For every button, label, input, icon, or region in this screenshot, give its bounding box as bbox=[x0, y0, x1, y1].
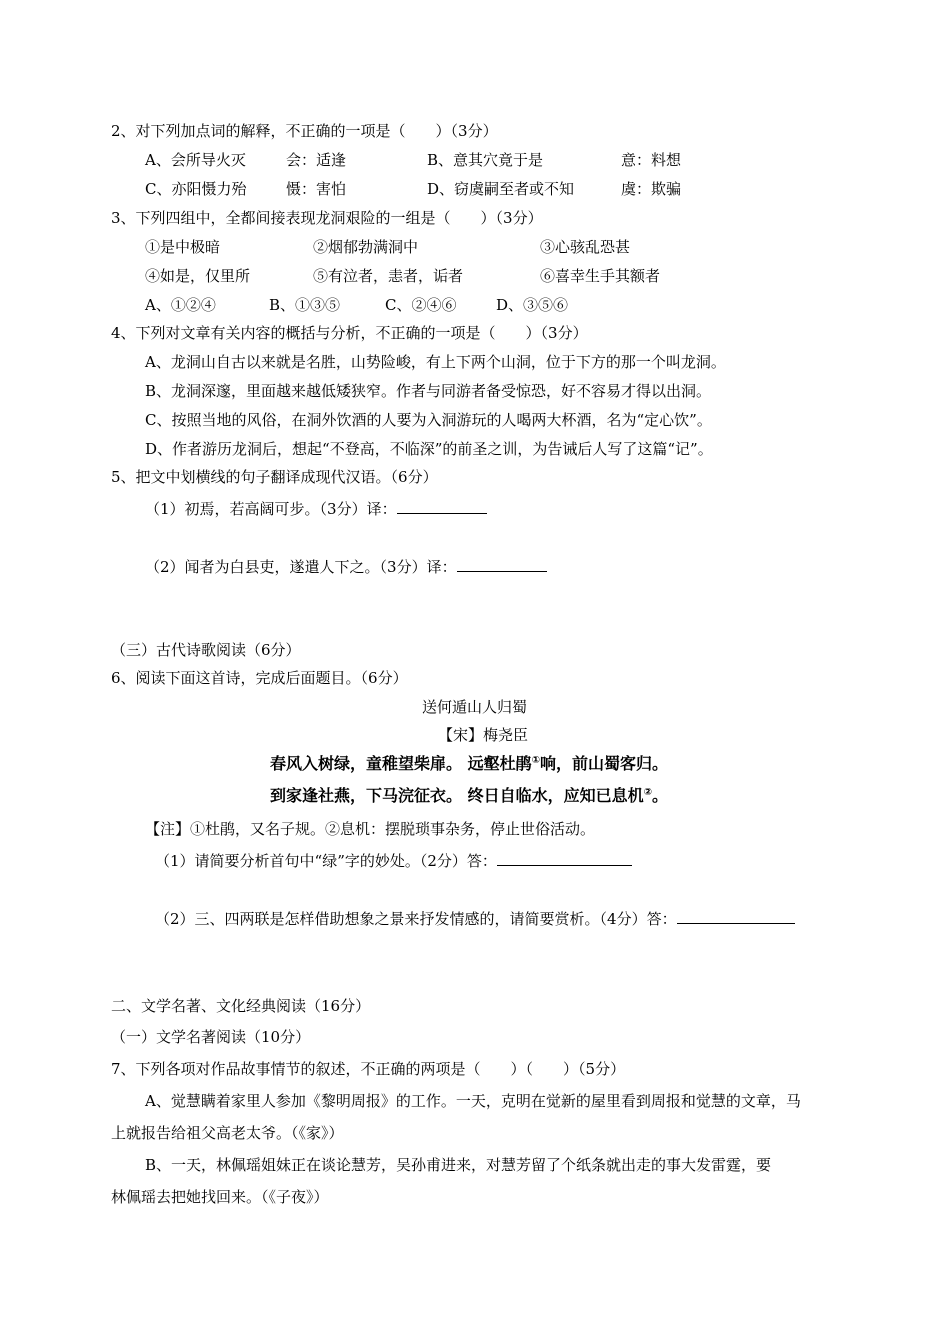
q3-item-1: ①是中极暗 bbox=[145, 238, 221, 256]
q6-answer-1-blank[interactable] bbox=[497, 851, 632, 866]
q5-stem: 5、把文中划横线的句子翻译成现代汉语。（6分） bbox=[111, 468, 438, 486]
q2-option-d: D、窃虞嗣至者或不知 bbox=[427, 180, 575, 198]
q5-sentence-1 bbox=[145, 499, 487, 517]
poem-line-1 bbox=[270, 756, 668, 772]
q5-sentence-2 bbox=[145, 557, 547, 575]
q3-choice-b: B、①③⑤ bbox=[269, 296, 341, 314]
poem-author: 【宋】梅尧臣 bbox=[438, 726, 529, 744]
subsection-1-title: （一）文学名著阅读（10分） bbox=[111, 1028, 311, 1046]
q3-item-2: ②烟郁勃满洞中 bbox=[313, 238, 419, 256]
poem-line-1a: 春风入树绿，童稚望柴扉。 远壑杜鹃 bbox=[270, 754, 532, 773]
part-2-title: 二、文学名著、文化经典阅读（16分） bbox=[111, 997, 371, 1015]
q6-answer-2-blank[interactable] bbox=[677, 909, 795, 924]
q7-option-b-line-2: 林佩瑶去把她找回来。（《子夜》） bbox=[111, 1188, 329, 1206]
q2-option-b: B、意其穴竟于是 bbox=[427, 151, 544, 169]
q4-option-a: A、龙洞山自古以来就是名胜，山势险峻，有上下两个山洞，位于下方的那一个叫龙洞。 bbox=[145, 353, 726, 371]
poem-line-2b: 。 bbox=[652, 786, 669, 805]
q7-option-a-line-2: 上就报告给祖父高老太爷。（《家》） bbox=[111, 1124, 344, 1142]
poem-line-2a: 到家逢社燕，下马浣征衣。 终日自临水，应知已息机 bbox=[270, 786, 644, 805]
q6-sub-2 bbox=[155, 909, 795, 927]
q3-choice-a: A、①②④ bbox=[145, 296, 216, 314]
section-3-title: （三）古代诗歌阅读（6分） bbox=[111, 641, 301, 659]
poem-note: 【注】①杜鹃，又名子规。②息机：摆脱琐事杂务，停止世俗活动。 bbox=[145, 820, 596, 838]
q4-stem: 4、下列对文章有关内容的概括与分析，不正确的一项是（ ）（3分） bbox=[111, 324, 588, 342]
q3-choice-c: C、②④⑥ bbox=[385, 296, 457, 314]
poem-line-2 bbox=[270, 788, 668, 804]
q5-sentence-1-text: （1）初焉，若高阔可步。（3分）译： bbox=[145, 500, 397, 518]
note-mark-2: ② bbox=[643, 787, 653, 798]
q5-answer-1-blank[interactable] bbox=[397, 499, 487, 514]
q2-option-a-gloss: 会：适逢 bbox=[286, 151, 347, 169]
q4-option-c: C、按照当地的风俗，在洞外饮酒的人要为入洞游玩的人喝两大杯酒，名为“定心饮”。 bbox=[145, 411, 712, 429]
q7-stem: 7、下列各项对作品故事情节的叙述，不正确的两项是（ ）（ ）（5分） bbox=[111, 1060, 626, 1078]
q4-option-d: D、作者游历龙洞后，想起“不登高，不临深”的前圣之训，为告诫后人写了这篇“记”。 bbox=[145, 440, 713, 458]
poem-title: 送何遁山人归蜀 bbox=[422, 698, 528, 716]
q7-option-a-line-1: A、觉慧瞒着家里人参加《黎明周报》的工作。一天，克明在觉新的屋里看到周报和觉慧的文章，马 bbox=[145, 1092, 801, 1110]
q5-sentence-2-text: （2）闻者为白县吏，遂遣人下之。（3分）译： bbox=[145, 558, 457, 576]
q2-option-a: A、会所导火灭 bbox=[145, 151, 246, 169]
q6-sub-1-text: （1）请简要分析首句中“绿”字的妙处。（2分）答： bbox=[155, 852, 497, 870]
q3-item-4: ④如是，仅里所 bbox=[145, 267, 251, 285]
q3-item-6: ⑥喜幸生手其额者 bbox=[540, 267, 661, 285]
q6-sub-1 bbox=[155, 851, 632, 869]
q2-option-b-gloss: 意：料想 bbox=[621, 151, 682, 169]
q3-item-3: ③心骇乱恐甚 bbox=[540, 238, 631, 256]
q5-answer-2-blank[interactable] bbox=[457, 557, 547, 572]
q6-sub-2-text: （2）三、四两联是怎样借助想象之景来抒发情感的，请简要赏析。（4分）答： bbox=[155, 910, 677, 928]
q6-stem: 6、阅读下面这首诗，完成后面题目。（6分） bbox=[111, 669, 408, 687]
q2-option-c-gloss: 慑：害怕 bbox=[286, 180, 347, 198]
q3-stem: 3、下列四组中，全都间接表现龙洞艰险的一组是（ ）（3分） bbox=[111, 209, 543, 227]
q2-stem: 2、对下列加点词的解释，不正确的一项是（ ）（3分） bbox=[111, 122, 498, 140]
note-mark-1: ① bbox=[531, 755, 541, 766]
q3-choice-d: D、③⑤⑥ bbox=[496, 296, 569, 314]
q3-item-5: ⑤有泣者，恚者，诟者 bbox=[313, 267, 464, 285]
q2-option-c: C、亦阳慑力殆 bbox=[145, 180, 247, 198]
poem-line-1b: 响，前山蜀客归。 bbox=[540, 754, 669, 773]
q4-option-b: B、龙洞深邃，里面越来越低矮狭窄。作者与同游者备受惊恐，好不容易才得以出洞。 bbox=[145, 382, 712, 400]
q7-option-b-line-1: B、一天，林佩瑶姐妹正在谈论慧芳，吴孙甫进来，对慧芳留了个纸条就出走的事大发雷霆，要 bbox=[145, 1156, 772, 1174]
q2-option-d-gloss: 虞：欺骗 bbox=[621, 180, 682, 198]
